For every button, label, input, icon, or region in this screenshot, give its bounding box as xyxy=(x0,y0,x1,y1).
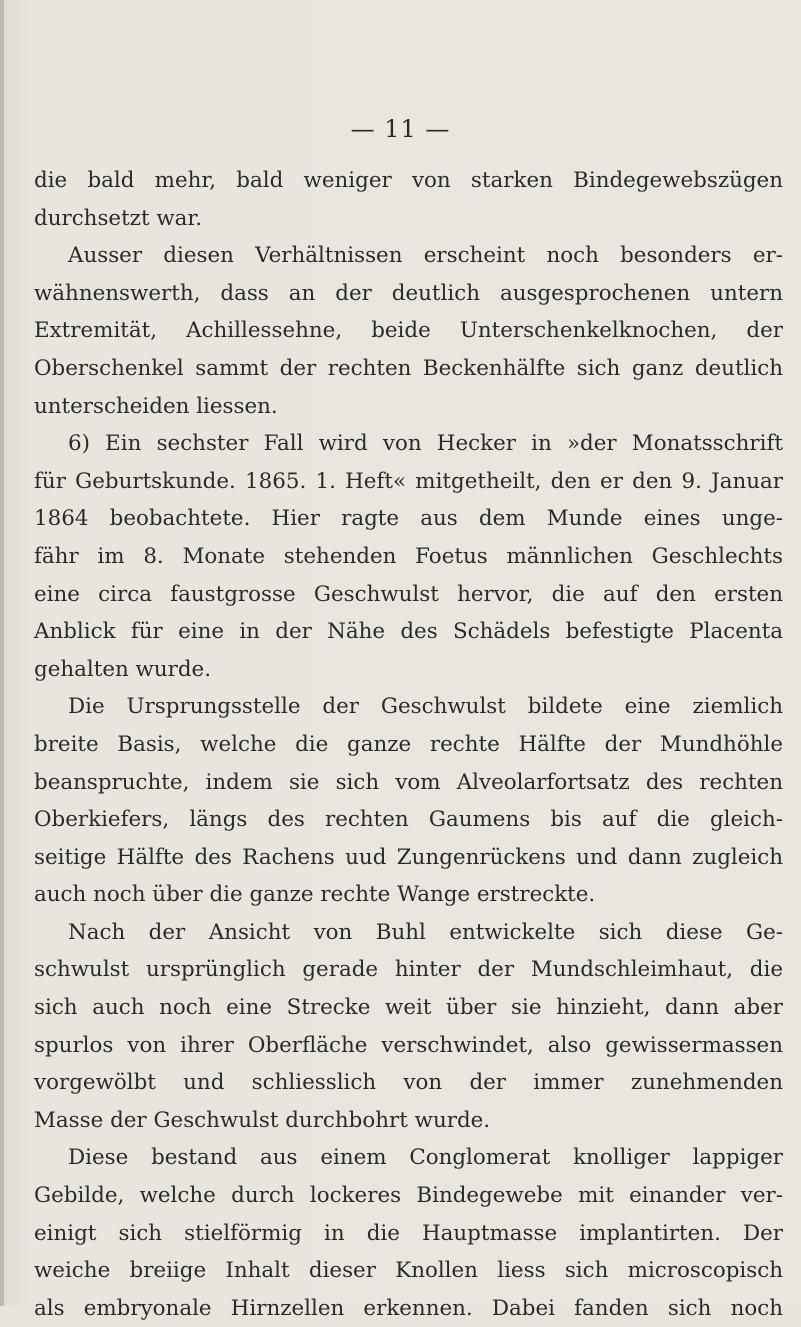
binding-edge xyxy=(0,0,4,1306)
text-line: weiche breiige Inhalt dieser Knollen liess sich microscopisch xyxy=(34,1258,783,1284)
text-line: Ausser diesen Verhältnissen erscheint noch besonders er- xyxy=(68,243,783,269)
text-line: eine circa faustgrosse Geschwulst hervor, die auf den ersten xyxy=(34,581,783,607)
text-line: breite Basis, welche die ganze rechte Hälfte der Mundhöhle xyxy=(34,731,783,757)
text-line: Anblick für eine in der Nähe des Schädels befestigte Placenta xyxy=(34,619,783,645)
text-line: einigt sich stielförmig in die Hauptmasse implantirten. Der xyxy=(34,1220,783,1246)
text-line: vorgewölbt und schliesslich von der immer zunehmenden xyxy=(34,1070,783,1096)
text-line: 6) Ein sechster Fall wird von Hecker in »der Monatsschrift xyxy=(68,431,783,457)
text-line: schwulst ursprünglich gerade hinter der Mundschleimhaut, die xyxy=(34,957,783,983)
page-number: — 11 — xyxy=(350,115,451,143)
text-line: Extremität, Achillessehne, beide Unterschenkelknochen, der xyxy=(34,318,783,344)
text-line: fähr im 8. Monate stehenden Foetus männlichen Geschlechts xyxy=(34,543,783,569)
text-line: 1864 beobachtete. Hier ragte aus dem Munde eines unge- xyxy=(34,506,783,532)
text-line: seitige Hälfte des Rachens uud Zungenrückens und dann zugleich xyxy=(34,844,783,870)
text-line: gehalten wurde. xyxy=(34,656,212,682)
text-line: Diese bestand aus einem Conglomerat knolliger lappiger xyxy=(68,1145,783,1171)
text-line: Oberschenkel sammt der rechten Beckenhälfte sich ganz deutlich xyxy=(34,355,783,381)
text-line: Masse der Geschwulst durchbohrt wurde. xyxy=(34,1107,491,1133)
text-line: auch noch über die ganze rechte Wange erstreckte. xyxy=(34,882,596,908)
text-line: durchsetzt war. xyxy=(34,205,203,231)
text-line: als embryonale Hirnzellen erkennen. Dabei fanden sich noch xyxy=(34,1295,783,1321)
text-line: sich auch noch eine Strecke weit über sie hinzieht, dann aber xyxy=(34,995,783,1021)
text-line: die bald mehr, bald weniger von starken Bindegewebszügen xyxy=(34,168,783,193)
text-line: Die Ursprungsstelle der Geschwulst bildete eine ziemlich xyxy=(68,694,783,720)
text-line: beanspruchte, indem sie sich vom Alveolarfortsatz des rechten xyxy=(34,769,783,795)
body-text xyxy=(34,162,783,1327)
text-line: spurlos von ihrer Oberfläche verschwindet, also gewissermassen xyxy=(34,1032,783,1058)
text-line: wähnenswerth, dass an der deutlich ausgesprochenen untern xyxy=(34,280,783,306)
text-line: unterscheiden liessen. xyxy=(34,393,278,419)
text-line: Oberkiefers, längs des rechten Gaumens bis auf die gleich- xyxy=(34,807,783,833)
text-line: Nach der Ansicht von Buhl entwickelte sich diese Ge- xyxy=(68,919,783,945)
text-line: Gebilde, welche durch lockeres Bindegewebe mit einander ver- xyxy=(34,1183,783,1209)
text-line: für Geburtskunde. 1865. 1. Heft« mitgetheilt, den er den 9. Januar xyxy=(34,468,783,494)
